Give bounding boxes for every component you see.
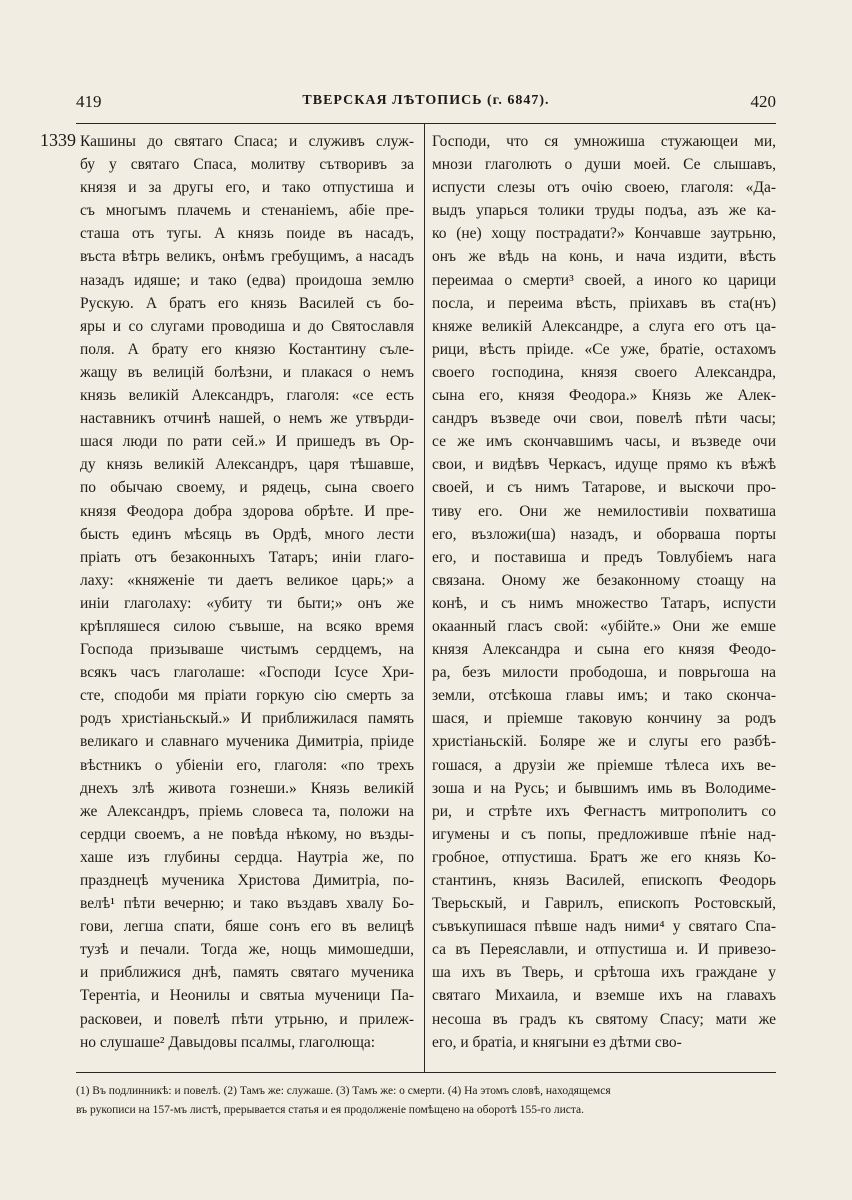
text-line: испусти слезы отъ очію своею, глаголя: «Да- xyxy=(432,179,776,197)
left-column xyxy=(80,130,414,1054)
text-line: пріать отъ безаконныхъ Татаръ; иніи глаго- xyxy=(80,548,414,566)
text-line: сте, сподоби мя пріати горкую сію смерть за xyxy=(80,687,414,705)
text-line: яры и со слугами проводиша и до Святославля xyxy=(80,317,414,335)
text-line: шася, и пріемше таковую кончину за родъ xyxy=(432,710,776,728)
text-line: лаху: «княженіе ти даетъ великое царь;» а xyxy=(80,571,414,589)
text-line: и приближися днѣ, память святаго мученика xyxy=(80,964,414,982)
text-line: своего господина, князя своего Александра, xyxy=(432,363,776,381)
text-line: ра, безъ милости прободоша, и поврьгоша на xyxy=(432,664,776,682)
text-line: Терентіа, и Неонилы и святыа мученици Па- xyxy=(80,987,414,1005)
text-line: шася люди по рати сей.» И пришедъ въ Ор- xyxy=(80,433,414,451)
text-line: святаго Михаила, и вземше ихъ на главахъ xyxy=(432,987,776,1005)
page-number-left: 419 xyxy=(76,92,102,111)
text-line: выдъ упарься толики труды подъа, азъ же ка- xyxy=(432,202,776,220)
text-line: окаанный гласъ свой: «убійте.» Они же емше xyxy=(432,617,776,635)
text-line: бу у святаго Спаса, молитву сътворивъ за xyxy=(80,156,414,174)
right-column xyxy=(432,130,776,1054)
text-line: его, възложи(ша) назадъ, и оборваша порты xyxy=(432,525,776,543)
text-line: христіаньскій. Боляре же и слугы его разбѣ- xyxy=(432,733,776,751)
text-line: назадъ идяше; и тако (едва) проидоша землю xyxy=(80,271,414,289)
text-line: ша ихъ въ Тверь, и срѣтоша ихъ граждане у xyxy=(432,964,776,982)
text-line: гови, легша спати, бяше сонъ его въ велицѣ xyxy=(80,918,414,936)
text-line: по обычаю своему, и рядець, сына своего xyxy=(80,479,414,497)
text-line: сандръ възведе очи свои, повелѣ пѣти часы; xyxy=(432,410,776,428)
text-line: переимаа о смерти³ своей, а иного ко царици xyxy=(432,271,776,289)
footnote-line: въ рукописи на 157-мъ листѣ, прерывается статья и ея продолженіе помѣщено на оборотѣ 155-го листа. xyxy=(76,1104,584,1116)
text-line: князя и за другы его, и тако отпустиша и xyxy=(80,179,414,197)
text-line: ко (не) хощу пострадати?» Кончавше заутрьню, xyxy=(432,225,776,243)
text-line: но слушаше² Давыдовы псалмы, глаголюща: xyxy=(80,1033,376,1051)
text-line: сына его, князя Феодора.» Князь же Алек- xyxy=(432,387,776,405)
text-line: рици, вѣсть пріиде. «Се уже, братіе, остахомъ xyxy=(432,340,776,358)
text-line: са въ Переяславли, и отпустиша и. И привезо- xyxy=(432,941,776,959)
footnote-rule xyxy=(76,1072,776,1073)
text-line: онъ же вѣдь на конь, и нача издити, вѣсть xyxy=(432,248,776,266)
text-line: тузѣ и печали. Тогда же, нощь мимошедши, xyxy=(80,941,414,959)
text-line: велѣ¹ пѣти вечерню; и тако въздавъ хвалу Бо- xyxy=(80,895,414,913)
text-line: гошася, а друзіи же пріемше тѣлеса ихъ ве- xyxy=(432,756,776,774)
text-line: земли, отсѣкоша главы имъ; и тако сконча- xyxy=(432,687,776,705)
text-line: Рускую. А братъ его князь Василей съ бо- xyxy=(80,294,414,312)
text-line: Господа призываше чистымъ сердцемъ, на xyxy=(80,641,414,659)
text-line: иніи глаголаху: «убиту ти быти;» онъ же xyxy=(80,594,414,612)
text-line: его, и братіа, и княгыни ез дѣтми сво- xyxy=(432,1033,682,1051)
text-line: Тверьскый, и Гаврилъ, епископъ Ростовскый, xyxy=(432,895,776,913)
text-line: князя Александра и сына его князя Феодо- xyxy=(432,641,776,659)
text-line: наставникъ отчинѣ нашей, о немъ же утвърди- xyxy=(80,410,414,428)
text-line: ри, и стрѣте ихъ Фегнастъ митрополитъ со xyxy=(432,802,776,820)
text-line: свои, и видѣвъ Черкасъ, идуще прямо къ вѣжѣ xyxy=(432,456,776,474)
text-line: посла, и переима вѣсть, пріихавъ въ ста(нъ) xyxy=(432,294,776,312)
text-line: бысть единъ мѣсяць въ Ордѣ, много лести xyxy=(80,525,414,543)
text-line: зоша и на Русь; и бывшимъ имь въ Володиме- xyxy=(432,779,776,797)
text-line: съвъкупишася пѣвше надъ ними⁴ у святаго Спа- xyxy=(432,918,776,936)
text-line: крѣпляшеся силою съвыше, на всяко время xyxy=(80,617,414,635)
running-title: ТВЕРСКАЯ ЛѢТОПИСЬ (г. 6847). xyxy=(302,93,550,108)
text-line: въста вѣтрь великъ, онѣмъ гребущимъ, а насадъ xyxy=(80,248,414,266)
text-line: гробное, отпустиша. Братъ же его князь Ко- xyxy=(432,848,776,866)
margin-year: 1339 xyxy=(40,130,76,150)
text-line: расковеи, и повелѣ пѣти утрьню, и прилеж- xyxy=(80,1010,414,1028)
footnotes xyxy=(76,1082,776,1120)
text-line: тиву его. Они же немилостивіи похватиша xyxy=(432,502,776,520)
page-number-right: 420 xyxy=(750,92,776,111)
text-line: жащу въ велицій болѣзни, и плакася о немъ xyxy=(80,363,414,381)
text-line: ду князь великій Александръ, царя тѣшавше, xyxy=(80,456,414,474)
text-line: своей, и съ нимъ Татарове, и выскочи про- xyxy=(432,479,776,497)
text-line: княже великій Александре, а слуга его отъ ца- xyxy=(432,317,776,335)
text-line: днехъ злѣ живота гознеши.» Князь великій xyxy=(80,779,414,797)
text-line: всякъ часъ глаголаше: «Господи Ісусе Хри- xyxy=(80,664,414,682)
text-line: конѣ, и съ нимъ множество Татаръ, испусти xyxy=(432,594,776,612)
text-line: вѣстникъ о убіеніи его, глаголя: «по трехъ xyxy=(80,756,414,774)
text-line: связана. Оному же безаконному стоащу на xyxy=(432,571,776,589)
text-line: мнози глаголють о души моей. Се слышавъ, xyxy=(432,156,776,174)
text-line: великаго и славнаго мученика Димитріа, пріиде xyxy=(80,733,414,751)
page-header xyxy=(76,92,776,118)
text-line: Господи, что ся умножиша стужающеи ми, xyxy=(432,133,776,150)
text-line: родъ христіаньскый.» И приближилася память xyxy=(80,710,414,728)
footnote-line: (1) Въ подлинникѣ: и повелѣ. (2) Тамъ же: служаше. (3) Тамъ же: о смерти. (4) На этомъ словѣ, находящемся xyxy=(76,1085,611,1097)
text-line: хаше изъ глубины сердца. Наутріа же, по xyxy=(80,848,414,866)
text-line: князь великій Александръ, глаголя: «се есть xyxy=(80,387,414,405)
text-line: съ многымъ плачемь и стенаніемъ, абіе пре- xyxy=(80,202,414,220)
text-line: князя Феодора добра здорова обрѣте. И пре- xyxy=(80,502,414,520)
text-line: поля. А брату его князю Костантину сълe- xyxy=(80,340,414,358)
text-line: празднецѣ мученика Христова Димитріа, по- xyxy=(80,872,414,889)
text-line: сташа отъ тугы. А князь поиде въ насадъ, xyxy=(80,225,414,243)
text-line: же Александръ, пріемь словеса та, положи на xyxy=(80,802,414,820)
text-line: игумены и съ попы, предложивше пѣніе над- xyxy=(432,825,776,843)
text-line: се же имъ скончавшимъ часы, и възведе очи xyxy=(432,433,776,451)
text-line: его, и поставиша и предъ Товлубіемъ нага xyxy=(432,548,776,566)
text-line: сердци своемъ, а не повѣда нѣкому, но възды- xyxy=(80,825,414,843)
text-line: стантинъ, князь Василей, епископъ Феодорь xyxy=(432,872,776,889)
column-divider xyxy=(424,124,425,1072)
text-line: несоша въ градъ къ святому Спасу; мати же xyxy=(432,1010,776,1028)
header-rule xyxy=(76,123,776,124)
text-line: Кашины до святаго Спаса; и служивъ служ- xyxy=(80,133,414,150)
